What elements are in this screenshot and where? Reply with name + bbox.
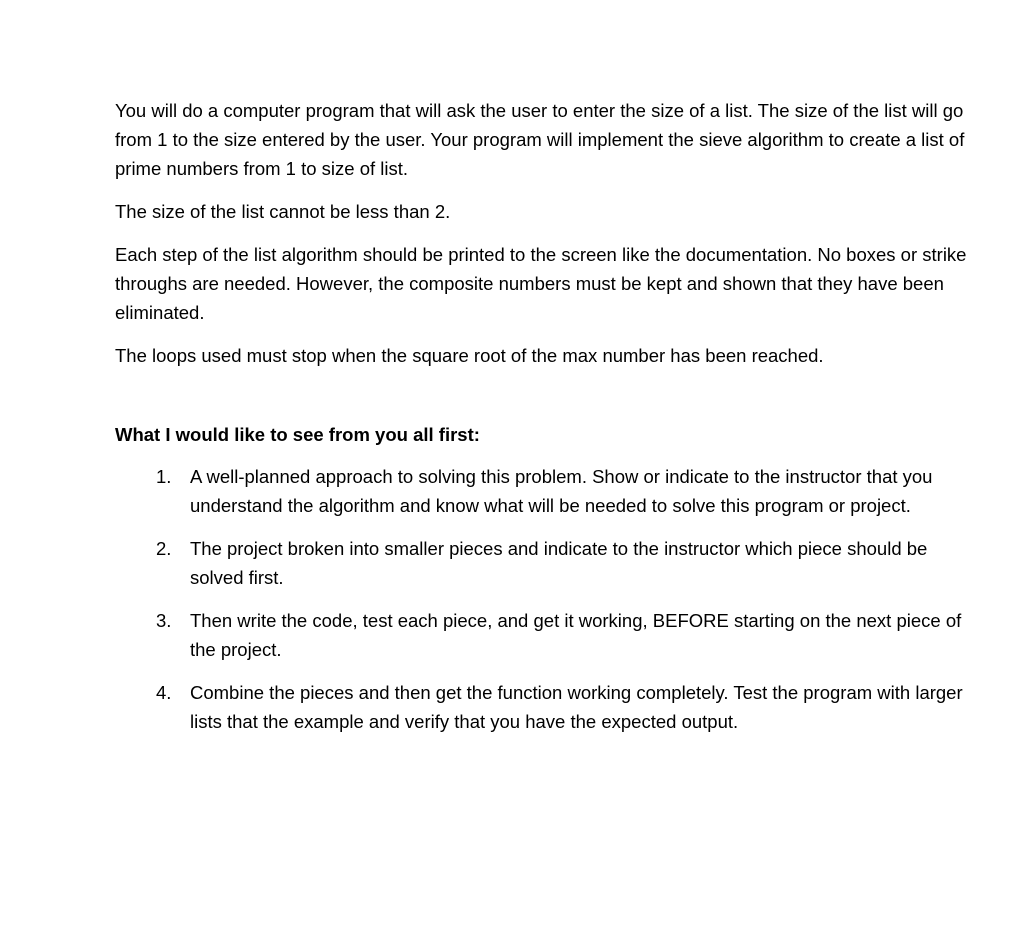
list-size-rule-paragraph: The size of the list cannot be less than 2. <box>115 201 451 222</box>
list-item-number: 1. <box>156 466 172 487</box>
list-item <box>115 462 975 520</box>
intro-paragraph: You will do a computer program that will ask the user to enter the size of a list. The size of the list will go from 1 to the size entered by the user. Your program will implement the sieve algorithm to create a list of prime numbers from 1 to size of list. <box>115 100 965 179</box>
document-page <box>115 96 975 750</box>
steps-list <box>115 462 975 736</box>
list-item-text: Then write the code, test each piece, and get it working, BEFORE starting on the next piece of the project. <box>190 610 962 660</box>
list-item-text: A well-planned approach to solving this problem. Show or indicate to the instructor that you understand the algorithm and know what will be needed to solve this program or project. <box>190 466 933 516</box>
list-item <box>115 606 975 664</box>
list-item-text: The project broken into smaller pieces and indicate to the instructor which piece should be solved first. <box>190 538 928 588</box>
loop-rule-paragraph: The loops used must stop when the square root of the max number has been reached. <box>115 345 824 366</box>
list-item <box>115 678 975 736</box>
list-item-number: 2. <box>156 538 172 559</box>
list-item-number: 4. <box>156 682 172 703</box>
list-item-number: 3. <box>156 610 172 631</box>
list-item <box>115 534 975 592</box>
printing-rule-paragraph: Each step of the list algorithm should be printed to the screen like the documentation. No boxes or strike throughs are needed. However, the composite numbers must be kept and shown that they have been eliminated. <box>115 244 967 323</box>
section-heading: What I would like to see from you all first: <box>115 424 480 445</box>
list-item-text: Combine the pieces and then get the function working completely. Test the program with larger lists that the example and verify that you have the expected output. <box>190 682 963 732</box>
